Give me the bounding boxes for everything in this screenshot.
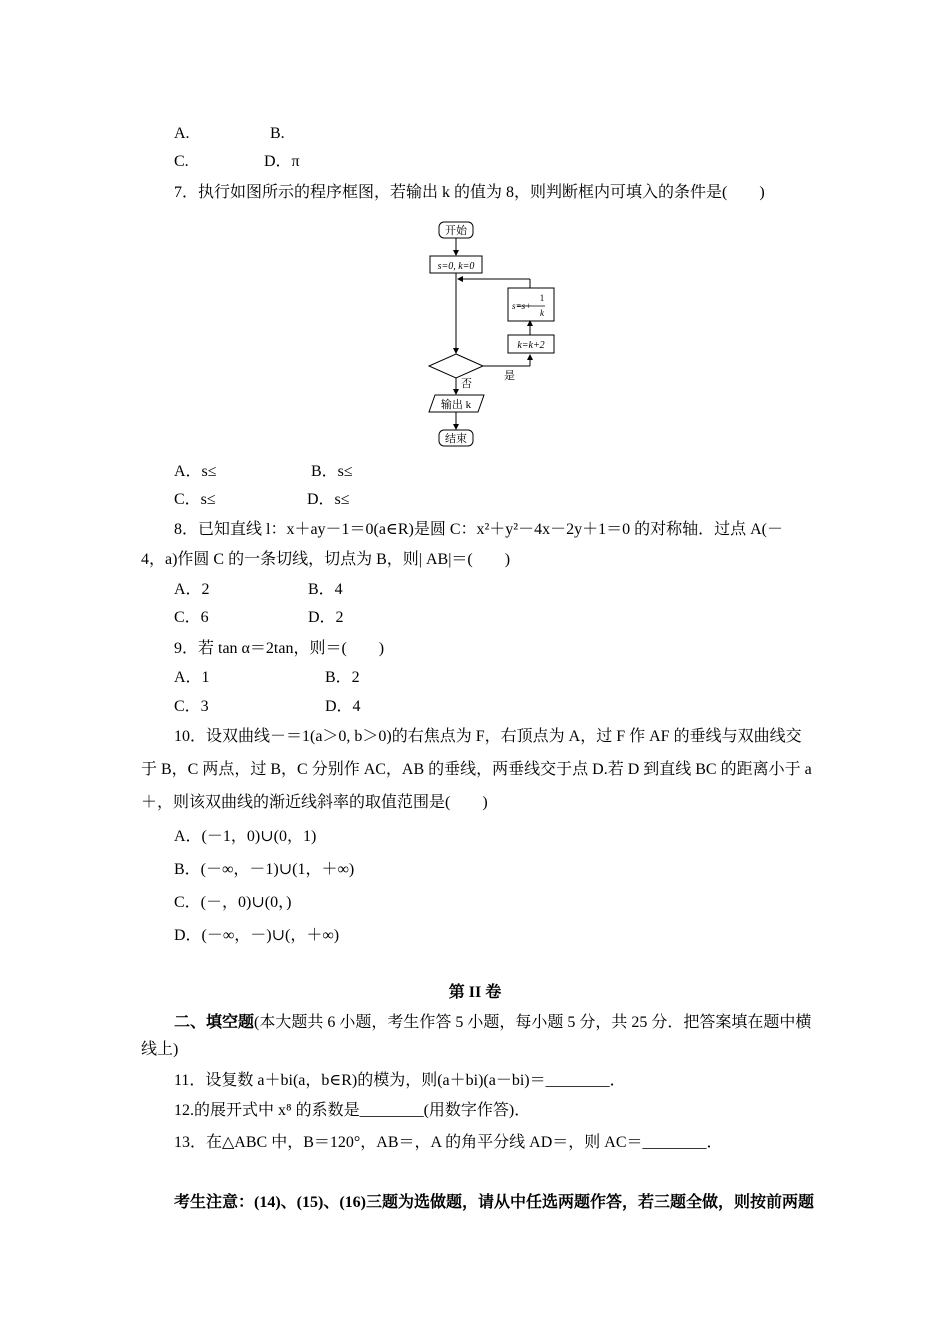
notice-text: (14)、(15)、(16)三题为选做题，请从中任选两题作答，若三题全做，则按前两题 — [254, 1194, 814, 1211]
q10-option-a: A．(－1，0)∪(0，1) — [174, 828, 317, 845]
flow-yes-label: 是 — [504, 370, 515, 382]
q10-stem-line3: ＋，则该双曲线的渐近线斜率的取值范围是( ) — [141, 794, 488, 811]
q8-option-a: A．2 — [174, 581, 210, 598]
q9-option-d: D．4 — [325, 698, 361, 715]
part2-title: 第 II 卷 — [448, 984, 502, 1001]
notice-line — [174, 1193, 814, 1213]
notice-label: 考生注意： — [174, 1194, 255, 1211]
q6-option-a: A. — [174, 125, 190, 142]
flow-no-label: 否 — [461, 378, 472, 390]
flow-init-text: s=0, k=0 — [437, 261, 475, 272]
flow-decision-diamond — [429, 354, 483, 378]
q7-stem: 7．执行如图所示的程序框图，若输出 k 的值为 8，则判断框内可填入的条件是( ) — [174, 184, 765, 201]
flow-update-s-text: s=s+ — [512, 301, 532, 311]
q10-option-c: C．(－，0)∪(0，) — [174, 894, 292, 911]
q10-stem-line2: 于 B，C 两点，过 B，C 分别作 AC，AB 的垂线，两垂线交于点 D.若 D 到直线 BC 的距离小于 a — [141, 761, 812, 778]
flow-start-text: 开始 — [445, 225, 467, 237]
q7-option-d: D．s≤ — [307, 491, 350, 508]
q8-stem-line1: 8．已知直线 l：x＋ay－1＝0(a∈R)是圆 C：x²＋y²－4x－2y＋1＝0 的对称轴．过点 A(－ — [174, 521, 783, 538]
q6-option-c: C. — [174, 153, 189, 170]
q11-stem: 11．设复数 a＋bi(a，b∈R)的模为，则(a＋bi)(a－bi)＝________． — [174, 1072, 626, 1089]
q12-stem: 12.的展开式中 x⁸ 的系数是________(用数字作答)． — [174, 1102, 531, 1119]
q8-stem-line2: 4，a)作圆 C 的一条切线，切点为 B，则| AB|＝( ) — [141, 551, 511, 568]
flowchart — [420, 215, 590, 450]
q6-option-d: D．π — [264, 153, 300, 170]
q9-option-a: A．1 — [174, 669, 210, 686]
q7-option-c: C．s≤ — [174, 491, 216, 508]
q8-option-b: B．4 — [308, 581, 343, 598]
section-heading-line1 — [174, 1013, 811, 1033]
q8-option-c: C．6 — [174, 609, 209, 626]
q7-option-a: A．s≤ — [174, 463, 217, 480]
flow-frac-den: k — [540, 308, 544, 318]
section-text1: (本大题共 6 小题，考生作答 5 小题，每小题 5 分，共 25 分．把答案填在题中横 — [254, 1014, 812, 1031]
flow-frac-num: 1 — [539, 293, 545, 303]
section-text2: 线上) — [141, 1041, 179, 1058]
q10-option-d: D．(－∞，－)∪(，＋∞) — [174, 927, 340, 944]
flow-update-k-text: k=k+2 — [517, 340, 545, 351]
q8-option-d: D．2 — [308, 609, 344, 626]
flow-end-text: 结束 — [445, 433, 467, 445]
q7-option-b: B．s≤ — [311, 463, 353, 480]
q10-stem-line1: 10．设双曲线－＝1(a＞0, b＞0)的右焦点为 F，右顶点为 A，过 F 作 AF 的垂线与双曲线交 — [174, 728, 802, 745]
q9-option-c: C．3 — [174, 698, 209, 715]
q9-option-b: B．2 — [325, 669, 360, 686]
q9-stem: 9．若 tan α＝2tan，则＝( ) — [174, 640, 385, 657]
flow-output-text: 输出 k — [440, 399, 472, 411]
section-head: 二、填空题 — [174, 1014, 255, 1031]
q13-stem: 13．在△ABC 中，B＝120°，AB＝，A 的角平分线 AD＝，则 AC＝________． — [174, 1134, 723, 1151]
q10-option-b: B．(－∞，－1)∪(1，＋∞) — [174, 861, 355, 878]
q6-option-b: B. — [270, 125, 285, 142]
